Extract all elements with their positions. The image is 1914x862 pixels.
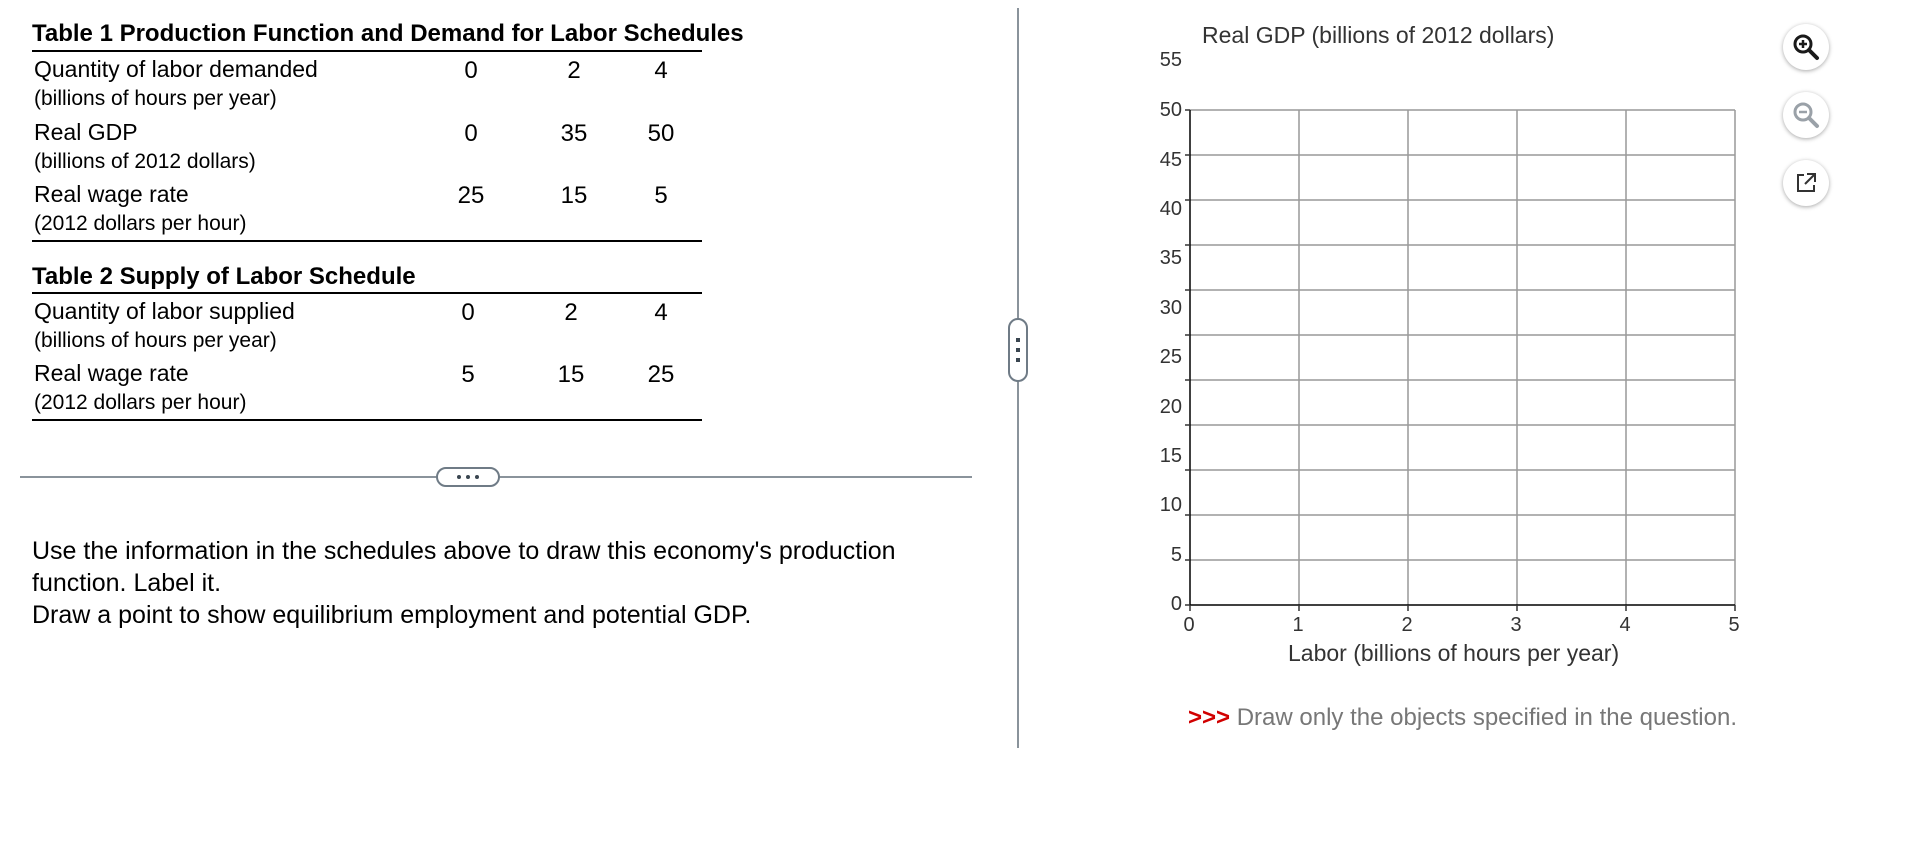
table1-row1-sub: (billions of hours per year) (34, 87, 277, 110)
x-tick-label: 1 (1292, 614, 1304, 636)
table1-row2-label: Real GDP (34, 119, 138, 145)
table1-cell: 35 (560, 120, 588, 147)
graph-x-axis-title: Labor (billions of hours per year) (1288, 640, 1620, 666)
horizontal-splitter-handle[interactable] (436, 467, 500, 487)
table1-cell: 4 (654, 57, 668, 84)
x-tick-label: 4 (1619, 614, 1631, 636)
table1-row2-sub: (billions of 2012 dollars) (34, 150, 256, 173)
table1-bottom-rule (32, 240, 702, 242)
y-tick-label: 5 (1170, 544, 1182, 566)
graph-canvas[interactable] (1185, 55, 1745, 620)
x-tick-label: 2 (1401, 614, 1413, 636)
table2-row2-label: Real wage rate (34, 360, 189, 386)
x-tick-label: 0 (1183, 614, 1195, 636)
y-tick-label: 40 (1159, 198, 1182, 220)
table1-row3-label: Real wage rate (34, 181, 189, 207)
table1-cell: 0 (464, 57, 478, 84)
y-tick-label: 45 (1159, 149, 1182, 171)
vertical-splitter-handle[interactable] (1008, 318, 1028, 382)
table1-cell: 25 (457, 182, 485, 209)
ellipsis-icon (453, 474, 483, 480)
zoom-out-button[interactable] (1783, 92, 1829, 138)
table1-top-rule (32, 50, 702, 52)
table2-cell: 0 (461, 299, 475, 326)
y-tick-label: 20 (1159, 396, 1182, 418)
y-tick-label: 15 (1159, 445, 1182, 467)
question-line2: Draw a point to show equilibrium employment and potential GDP. (32, 601, 752, 629)
question-text (32, 535, 962, 631)
y-tick-label: 35 (1159, 247, 1182, 269)
zoom-in-button[interactable] (1783, 24, 1829, 70)
table2-row2-sub: (2012 dollars per hour) (34, 391, 247, 414)
table1-cell: 2 (567, 57, 581, 84)
instruction-message: Draw only the objects specified in the question. (1236, 704, 1738, 731)
table2-row1-sub: (billions of hours per year) (34, 329, 277, 352)
table2-top-rule (32, 292, 702, 294)
table2-row1-label: Quantity of labor supplied (34, 298, 295, 324)
table2-cell: 2 (564, 299, 578, 326)
instruction-text (1188, 704, 1737, 732)
x-tick-label: 5 (1728, 614, 1740, 636)
y-tick-label: 30 (1159, 297, 1182, 319)
table1-row1-label: Quantity of labor demanded (34, 56, 318, 82)
y-tick-label: 25 (1159, 346, 1182, 368)
table1-cell: 50 (647, 120, 675, 147)
table1-cell: 15 (560, 182, 588, 209)
table2-bottom-rule (32, 419, 702, 421)
table2-cell: 4 (654, 299, 668, 326)
graph-axes (1190, 110, 1735, 605)
popout-button[interactable] (1783, 160, 1829, 206)
zoom-out-icon (1791, 100, 1821, 130)
table2-title: Table 2 Supply of Labor Schedule (32, 263, 416, 290)
zoom-in-icon (1791, 32, 1821, 62)
y-tick-label: 50 (1159, 99, 1182, 121)
table1-cell: 0 (464, 120, 478, 147)
y-tick-label: 0 (1170, 593, 1182, 615)
instruction-arrows: >>> (1188, 704, 1231, 731)
external-link-icon (1793, 170, 1819, 196)
graph-y-axis-title: Real GDP (billions of 2012 dollars) (1202, 22, 1555, 48)
table1-row3-sub: (2012 dollars per hour) (34, 212, 247, 235)
vertical-ellipsis-icon (1015, 335, 1021, 365)
y-tick-label: 10 (1159, 494, 1182, 516)
table2-cell: 25 (647, 361, 675, 388)
graph-grid (1190, 110, 1735, 605)
y-tick-label: 55 (1159, 49, 1182, 71)
table2-cell: 15 (557, 361, 585, 388)
table1-cell: 5 (654, 182, 668, 209)
x-tick-label: 3 (1510, 614, 1522, 636)
question-line1: Use the information in the schedules above to draw this economy's production function. Label it. (32, 537, 896, 597)
table1-title: Table 1 Production Function and Demand for Labor Schedules (32, 20, 744, 47)
graph-tick-marks (1185, 110, 1735, 611)
table2-cell: 5 (461, 361, 475, 388)
